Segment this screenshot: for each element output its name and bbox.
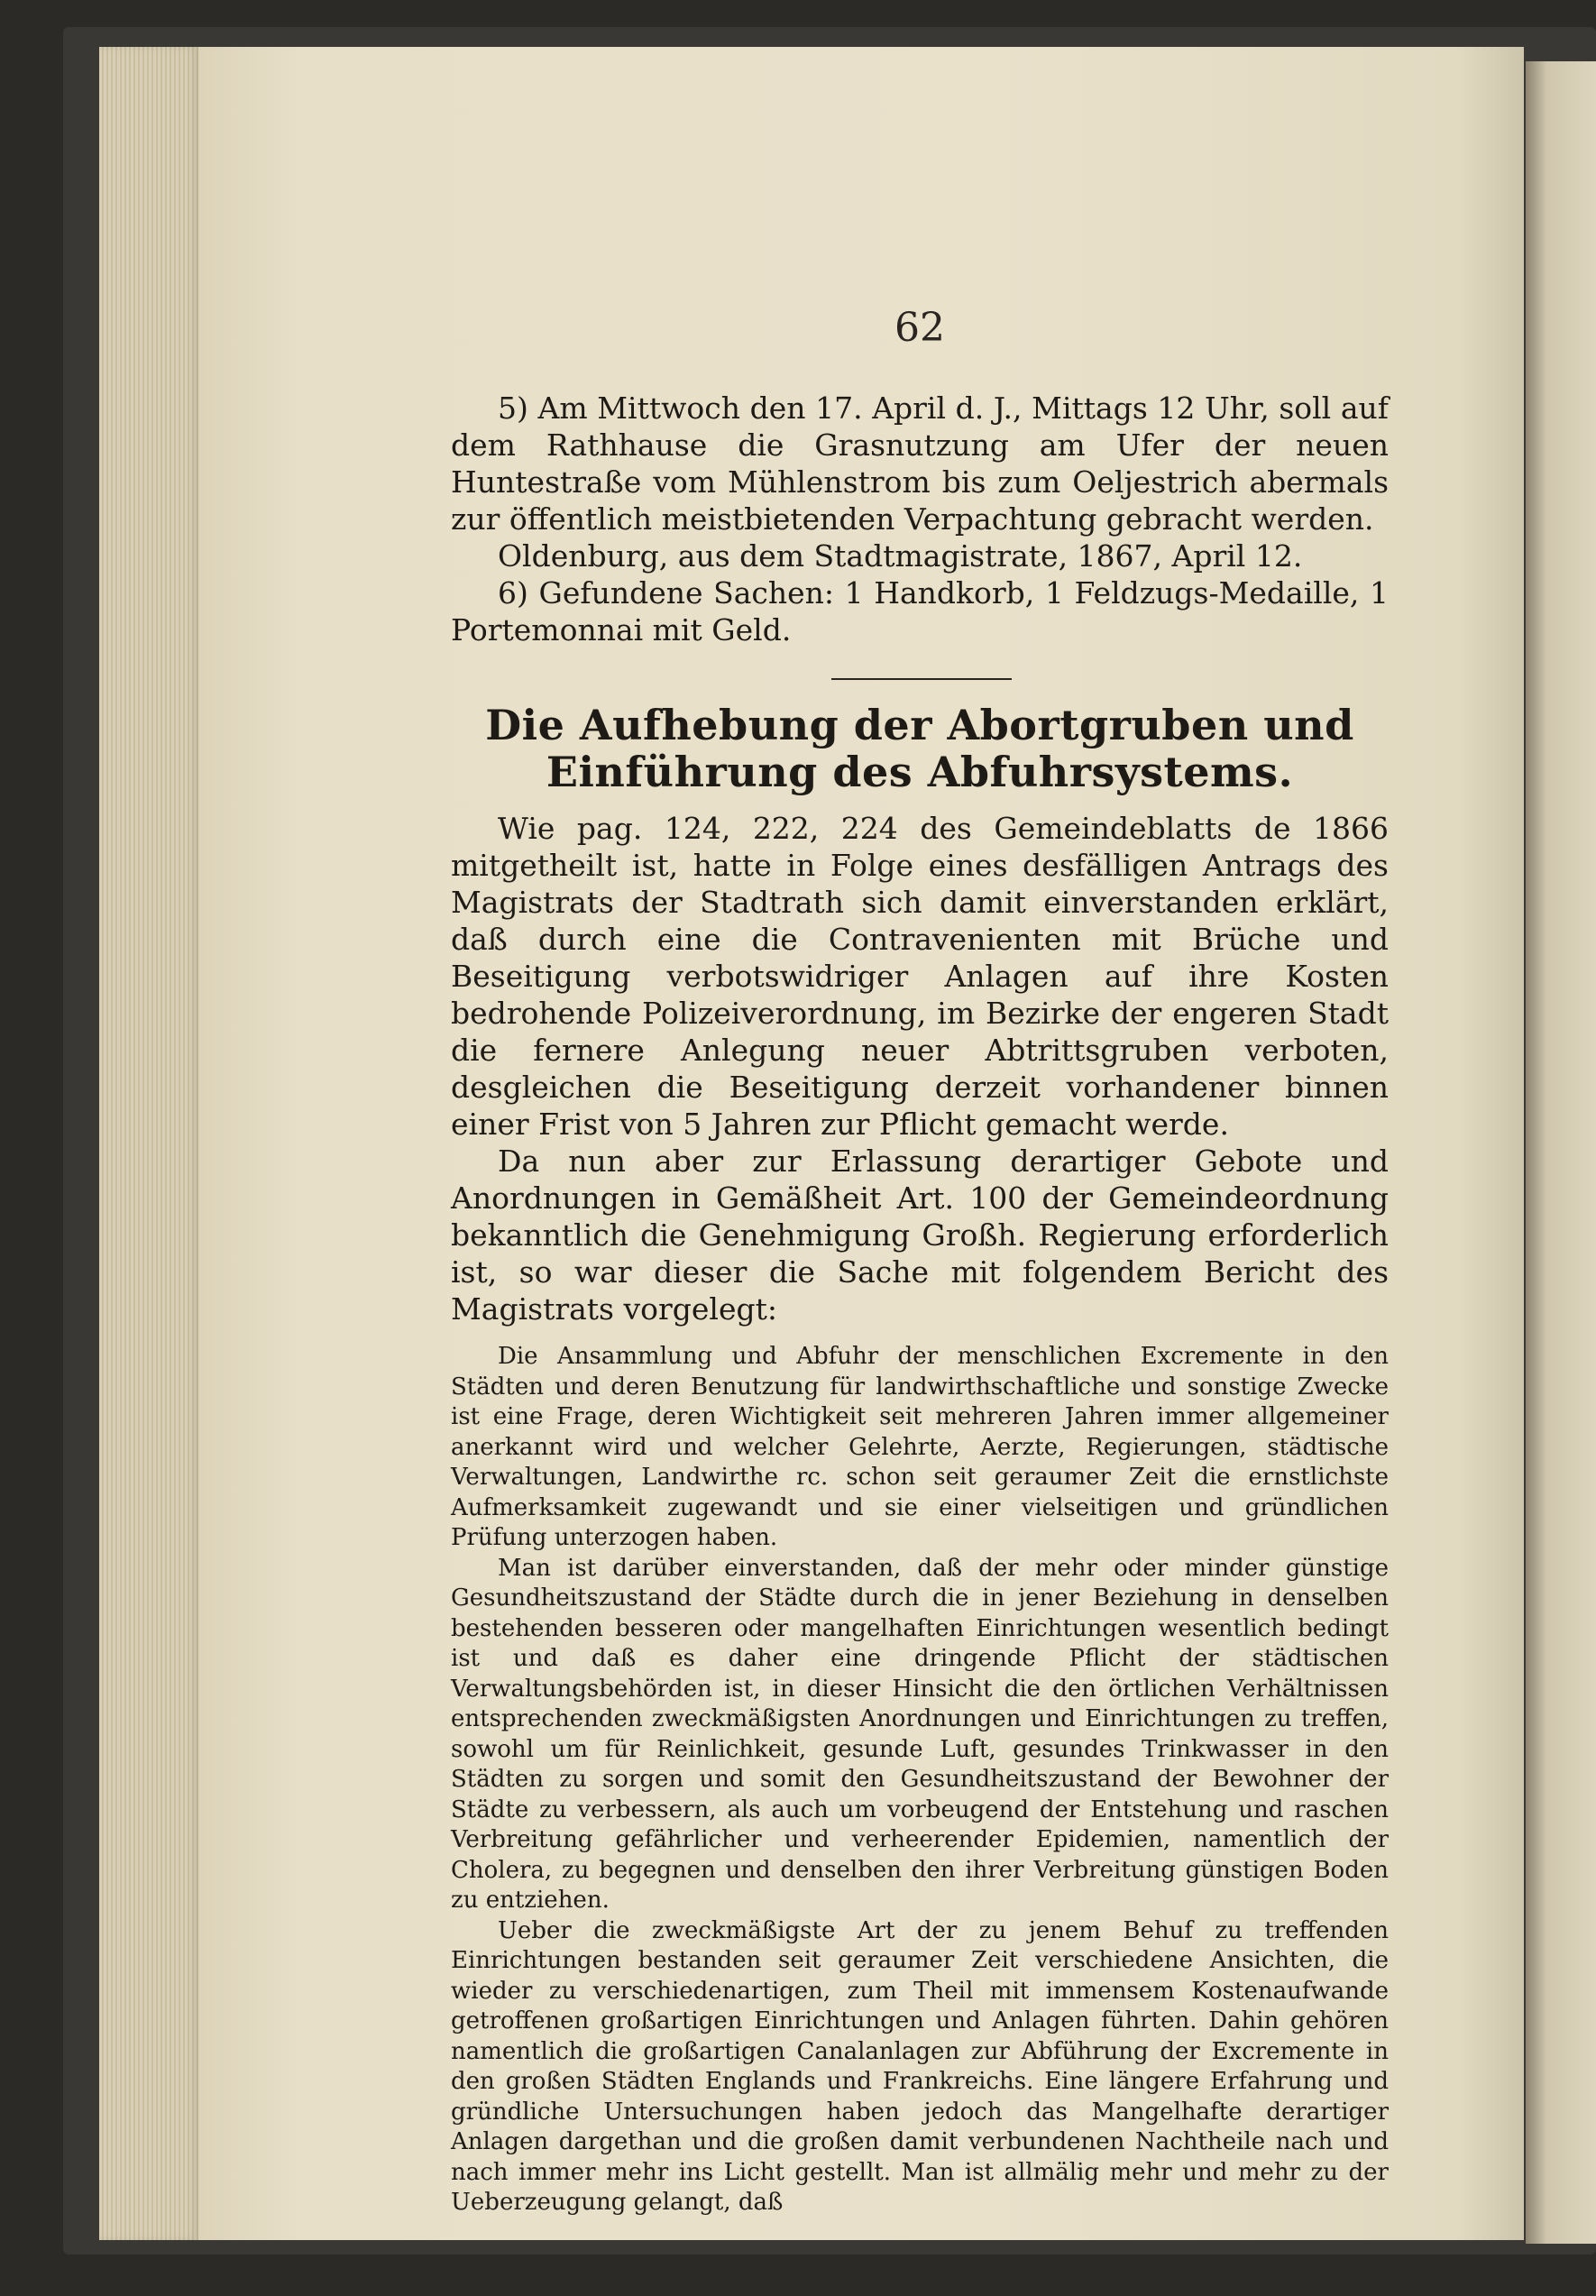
report-paragraph: Man ist darüber einverstanden, daß der mehr oder minder günstige Gesundheitszustand der Städte durch die in jener Beziehung in denselben bestehenden besseren oder mangelhaften Einrichtungen wesentlich bedingt ist und daß es daher eine dringende Pflicht der städtischen Verwaltungsbehörden ist, in dieser Hinsicht die den örtlichen Verhältnissen entsprechenden zweckmäßigsten Anordnungen und Einrichtungen zu treffen, sowohl um für Reinlichkeit, gesunde Luft, gesundes Trinkwasser in den Städten zu sorgen und somit den Gesundheitszustand der Bewohner der Städte zu verbessern, als auch um vorbeugend der Entstehung und raschen Verbreitung gefährlicher und verheerender Epidemien, namentlich der Cholera, zu begegnen und denselben den ihrer Verbreitung günstigen Boden zu entziehen. <box>451 1554 1389 1914</box>
article-title: Die Aufhebung der Abortgruben und Einführung des Abfuhrsystems. <box>485 701 1354 796</box>
notice-item-6: 6) Gefundene Sachen: 1 Handkorb, 1 Feldzugs-Medaille, 1 Portemonnai mit Geld. <box>451 575 1389 647</box>
notice-signature: Oldenburg, aus dem Stadtmagistrate, 1867, April 12. <box>498 538 1303 574</box>
report-paragraph: Ueber die zweckmäßigste Art der zu jenem Behuf zu treffenden Einrichtungen bestanden seit geraumer Zeit verschiedene Ansichten, die wieder zu verschiedenartigen, zum Theil mit immensem Kostenaufwande getroffenen großartigen Einrichtungen und Anlagen führten. Dahin gehören namentlich die großartigen Canalanlagen zur Abführung der Excremente in den großen Städten Englands und Frankreichs. Eine längere Erfahrung und gründliche Untersuchungen haben jedoch das Mangelhafte derartiger Anlagen dargethan und die großen damit verbundenen Nachtheile nach und nach immer mehr ins Licht gestellt. Man ist allmälig mehr und mehr zu der Ueberzeugung gelangt, daß <box>451 1916 1389 2216</box>
page-number: 62 <box>894 305 945 351</box>
notices <box>451 390 1389 648</box>
page-edges <box>99 47 198 2240</box>
section-divider <box>831 678 1012 680</box>
facing-page-edge <box>1526 61 1596 2244</box>
article-paragraph: Da nun aber zur Erlassung derartiger Gebote und Anordnungen in Gemäßheit Art. 100 der Gemeindeordnung bekanntlich die Genehmigung Großh. Regierung erforderlich ist, so war dieser die Sache mit folgendem Bericht des Magistrats vorgelegt: <box>451 1143 1389 1327</box>
article <box>451 702 1389 2218</box>
article-paragraph: Wie pag. 124, 222, 224 des Gemeindeblatts de 1866 mitgetheilt ist, hatte in Folge eines desfälligen Antrags des Magistrats der Stadtrath sich damit einverstanden erklärt, daß durch eine die Contravenienten mit Brüche und Beseitigung verbotswidriger Anlagen auf ihre Kosten bedrohende Polizeiverordnung, im Bezirke der engeren Stadt die fernere Anlegung neuer Abtrittsgruben verboten, desgleichen die Beseitigung derzeit vorhandener binnen einer Frist von 5 Jahren zur Pflicht gemacht werde. <box>451 811 1389 1142</box>
report-paragraph: Die Ansammlung und Abfuhr der menschlichen Excremente in den Städten und deren Benutzung für landwirthschaftliche und sonstige Zwecke ist eine Frage, deren Wichtigkeit seit mehreren Jahren immer allgemeiner anerkannt wird und welcher Gelehrte, Aerzte, Regierungen, städtische Verwaltungen, Landwirthe rc. schon seit geraumer Zeit die ernstlichste Aufmerksamkeit zugewandt und sie einer vielseitigen und gründlichen Prüfung unterzogen haben. <box>451 1343 1389 1551</box>
notice-item-5: 5) Am Mittwoch den 17. April d. J., Mittags 12 Uhr, soll auf dem Rathhause die Grasnutzung am Ufer der neuen Huntestraße vom Mühlenstrom bis zum Oeljestrich abermals zur öffentlich meistbietenden Verpachtung gebracht werden. <box>451 390 1389 537</box>
